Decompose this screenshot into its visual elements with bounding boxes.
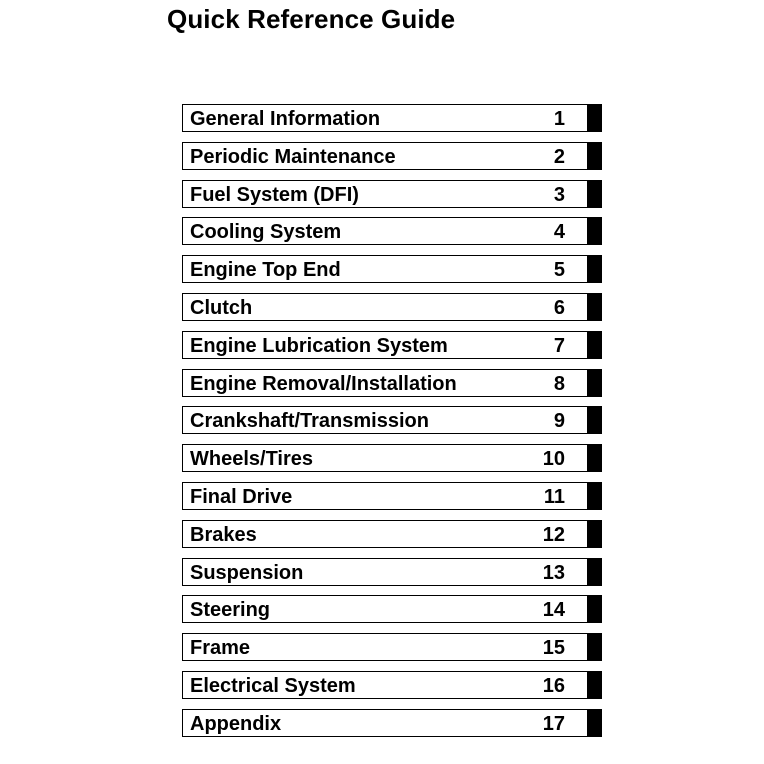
section-tab-marker xyxy=(588,482,602,510)
section-label: Brakes xyxy=(190,523,257,546)
section-label: Frame xyxy=(190,637,251,660)
section-row[interactable] xyxy=(182,255,604,283)
section-tab-marker xyxy=(588,406,602,434)
section-number: 12 xyxy=(542,523,565,546)
section-row[interactable] xyxy=(182,331,604,359)
section-number: 3 xyxy=(553,183,565,206)
section-label: Electrical System xyxy=(190,674,356,697)
section-label: Final Drive xyxy=(190,485,293,508)
section-label: Engine Removal/Installation xyxy=(190,372,457,395)
section-number: 14 xyxy=(542,599,565,622)
section-number: 10 xyxy=(542,448,565,471)
section-box xyxy=(182,104,588,132)
section-number: 17 xyxy=(542,712,565,735)
section-number: 16 xyxy=(542,674,565,697)
section-number: 9 xyxy=(553,410,565,433)
section-number: 13 xyxy=(542,561,565,584)
section-box xyxy=(182,633,588,661)
section-row[interactable] xyxy=(182,369,604,397)
section-box xyxy=(182,482,588,510)
section-tab-marker xyxy=(588,180,602,208)
section-label: Wheels/Tires xyxy=(190,448,314,471)
section-number: 2 xyxy=(553,145,565,168)
section-tab-marker xyxy=(588,633,602,661)
section-row[interactable] xyxy=(182,293,604,321)
section-row[interactable] xyxy=(182,558,604,586)
section-tab-marker xyxy=(588,520,602,548)
section-number: 1 xyxy=(553,108,565,130)
section-index xyxy=(182,104,604,747)
section-box xyxy=(182,671,588,699)
section-number: 11 xyxy=(543,485,565,508)
section-box xyxy=(182,444,588,472)
section-label: General Information xyxy=(190,108,381,130)
section-row[interactable] xyxy=(182,482,604,510)
section-number: 15 xyxy=(542,637,565,660)
section-row[interactable] xyxy=(182,217,604,245)
section-number: 7 xyxy=(553,334,565,357)
section-row[interactable] xyxy=(182,180,604,208)
section-box xyxy=(182,369,588,397)
section-tab-marker xyxy=(588,255,602,283)
section-row[interactable] xyxy=(182,709,604,737)
page-title: Quick Reference Guide xyxy=(167,4,456,34)
section-number: 8 xyxy=(553,372,565,395)
section-box xyxy=(182,180,588,208)
section-box xyxy=(182,217,588,245)
section-label: Steering xyxy=(190,599,271,622)
section-box xyxy=(182,331,588,359)
section-label: Periodic Maintenance xyxy=(190,145,396,168)
section-row[interactable] xyxy=(182,595,604,623)
section-box xyxy=(182,255,588,283)
section-row[interactable] xyxy=(182,104,604,132)
section-row[interactable] xyxy=(182,406,604,434)
section-tab-marker xyxy=(588,217,602,245)
section-label: Clutch xyxy=(190,296,253,319)
section-box xyxy=(182,709,588,737)
section-label: Engine Top End xyxy=(190,259,341,282)
section-box xyxy=(182,595,588,623)
section-tab-marker xyxy=(588,558,602,586)
section-label: Fuel System (DFI) xyxy=(190,183,359,206)
section-row[interactable] xyxy=(182,444,604,472)
section-label: Crankshaft/Transmission xyxy=(190,410,429,433)
section-row[interactable] xyxy=(182,142,604,170)
section-label: Engine Lubrication System xyxy=(190,334,448,357)
section-row[interactable] xyxy=(182,633,604,661)
section-tab-marker xyxy=(588,369,602,397)
section-box xyxy=(182,142,588,170)
section-box xyxy=(182,520,588,548)
section-tab-marker xyxy=(588,104,602,132)
section-box xyxy=(182,558,588,586)
section-tab-marker xyxy=(588,595,602,623)
section-label: Appendix xyxy=(190,712,282,735)
section-tab-marker xyxy=(588,444,602,472)
section-number: 6 xyxy=(553,296,565,319)
section-row[interactable] xyxy=(182,520,604,548)
section-tab-marker xyxy=(588,142,602,170)
section-tab-marker xyxy=(588,671,602,699)
section-number: 4 xyxy=(553,221,565,244)
section-tab-marker xyxy=(588,331,602,359)
section-row[interactable] xyxy=(182,671,604,699)
section-tab-marker xyxy=(588,709,602,737)
section-label: Suspension xyxy=(190,561,304,584)
section-label: Cooling System xyxy=(190,221,342,244)
section-box xyxy=(182,406,588,434)
section-number: 5 xyxy=(553,259,565,282)
section-box xyxy=(182,293,588,321)
section-tab-marker xyxy=(588,293,602,321)
